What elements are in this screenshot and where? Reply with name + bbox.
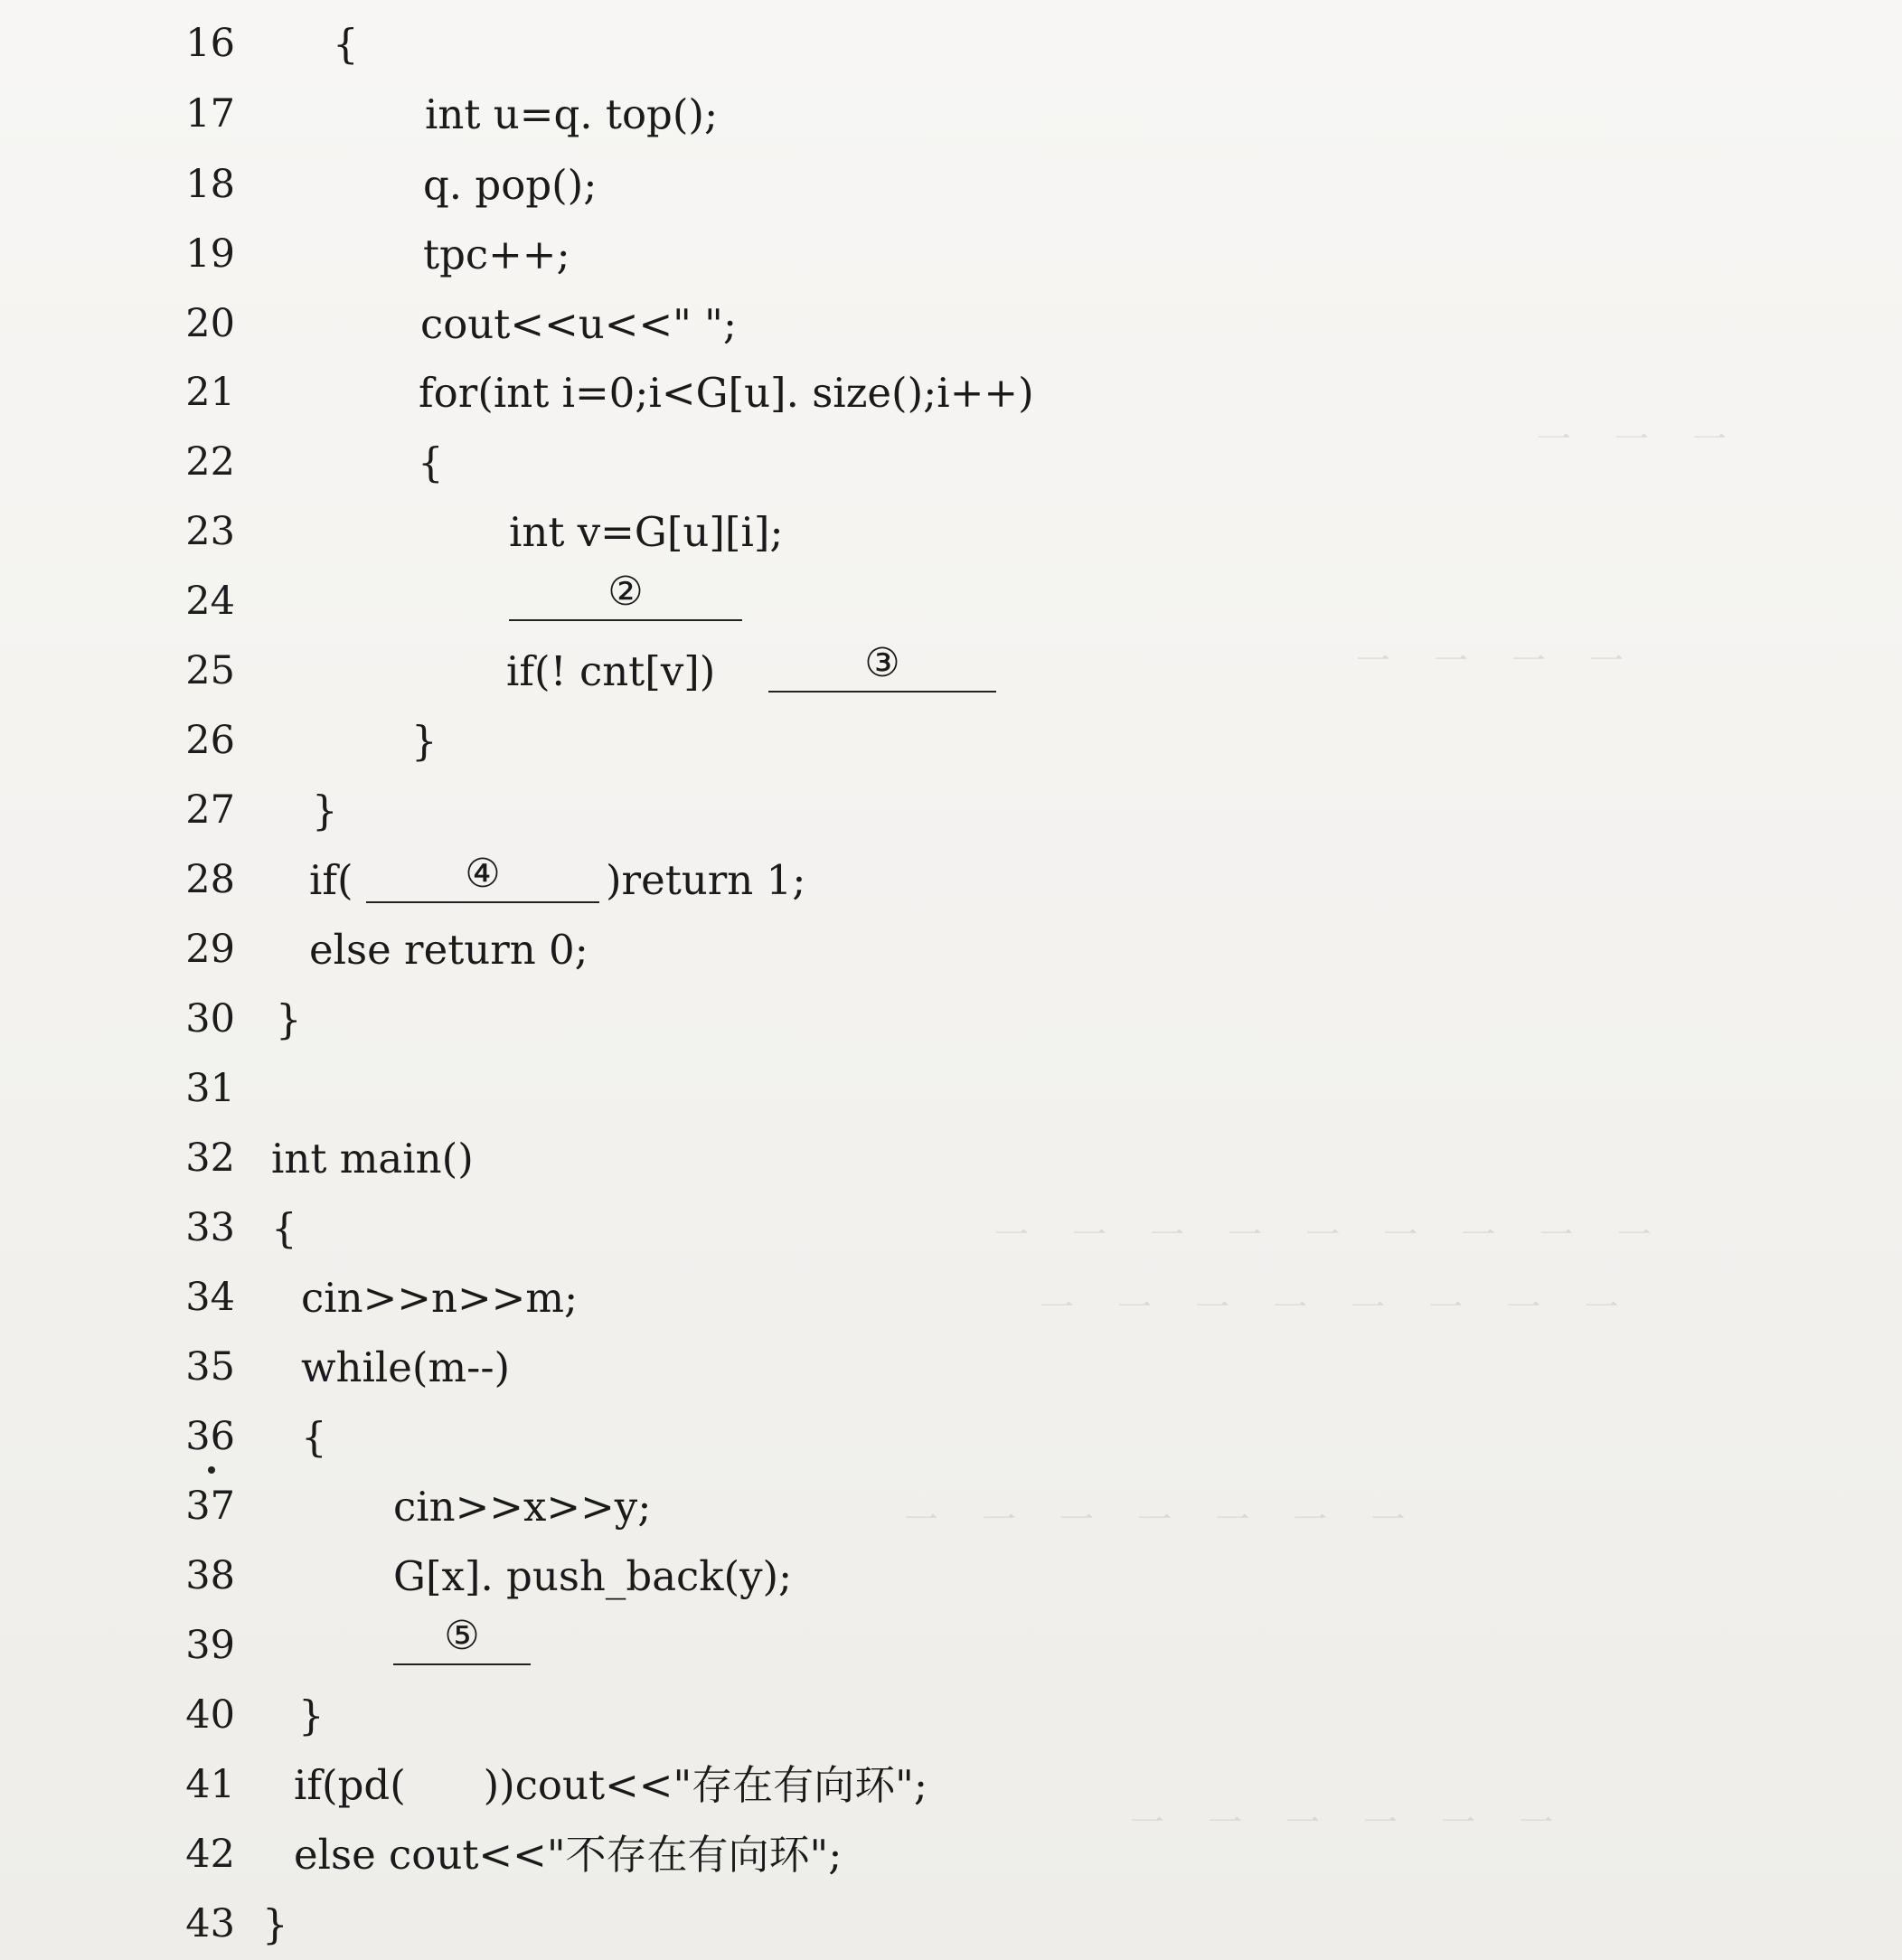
code-text: {	[271, 1204, 297, 1252]
line-number: 17	[185, 91, 235, 137]
code-line	[0, 1124, 1902, 1193]
code-line	[0, 1681, 1902, 1750]
code-text: }	[411, 717, 438, 765]
code-text: for(int i=0;i<G[u]. size();i++)	[419, 369, 1034, 417]
code-text: cout<<u<<" ";	[420, 300, 738, 348]
bleed-through-text: 一 一 一 一 一 一 一	[904, 1500, 1422, 1540]
line-number: 41	[185, 1762, 235, 1807]
code-text: if(pd( ))cout<<"存在有向环";	[294, 1761, 928, 1809]
code-line	[0, 1541, 1902, 1611]
code-line	[0, 80, 1902, 149]
code-text: if(	[309, 856, 353, 904]
line-number: 43	[185, 1901, 235, 1946]
code-line	[0, 1472, 1902, 1541]
code-text: int u=q. top();	[425, 90, 719, 138]
code-line	[0, 1820, 1902, 1889]
line-number: 20	[185, 301, 235, 346]
line-number: 35	[185, 1344, 235, 1390]
line-number: 42	[185, 1832, 235, 1877]
code-line	[0, 985, 1902, 1054]
code-text: else return 0;	[309, 926, 588, 974]
line-number: 28	[185, 857, 235, 902]
fill-blank-5[interactable]: ⑤	[393, 1609, 531, 1665]
code-text: q. pop();	[423, 161, 598, 209]
code-text: while(m--)	[301, 1343, 511, 1391]
line-number: 34	[185, 1275, 235, 1320]
bleed-through-text: 一 一 一 一 一 一 一 一 一	[994, 1215, 1668, 1255]
code-line	[0, 9, 1902, 79]
line-number: 18	[185, 162, 235, 207]
code-line	[0, 1054, 1902, 1124]
bleed-through-text: 一 一 一	[1537, 419, 1744, 459]
code-text: }	[262, 1900, 288, 1948]
code-line	[0, 1611, 1902, 1681]
line-number: 22	[185, 439, 235, 485]
line-number: 32	[185, 1135, 235, 1181]
line-number: 29	[185, 927, 235, 972]
line-number: 38	[185, 1553, 235, 1598]
code-line	[0, 497, 1902, 567]
bleed-through-text: 一 一 一 一 一 一	[1130, 1803, 1570, 1842]
line-number: 27	[185, 787, 235, 833]
code-text: }	[298, 1691, 325, 1739]
code-line	[0, 1193, 1902, 1263]
code-line	[0, 358, 1902, 428]
code-line	[0, 1263, 1902, 1333]
code-line	[0, 289, 1902, 359]
bleed-through-text: 一 一 一 一	[1356, 641, 1641, 681]
line-number: 36	[185, 1414, 235, 1459]
line-number: 21	[185, 370, 235, 415]
code-text: tpc++;	[423, 231, 570, 278]
line-number: 25	[185, 648, 235, 693]
fill-blank-3[interactable]: ③	[768, 636, 996, 693]
code-text: int v=G[u][i];	[509, 508, 784, 556]
code-text: }	[312, 787, 338, 834]
code-text: cin>>x>>y;	[393, 1483, 652, 1531]
line-number: 26	[185, 718, 235, 763]
line-number: 24	[185, 579, 235, 624]
line-number: 37	[185, 1484, 235, 1529]
code-line	[0, 915, 1902, 985]
code-line	[0, 1333, 1902, 1402]
code-line	[0, 220, 1902, 289]
line-number: 39	[185, 1623, 235, 1668]
code-line	[0, 706, 1902, 776]
line-number: 23	[185, 509, 235, 554]
line-number: 33	[185, 1205, 235, 1250]
code-text: )return 1;	[606, 856, 806, 904]
code-line	[0, 1750, 1902, 1820]
bleed-through-text: 一 一 一 一 一 一 一 一	[1040, 1287, 1635, 1327]
code-text: int main()	[271, 1135, 474, 1183]
code-line	[0, 636, 1902, 706]
code-text: if(! cnt[v])	[506, 647, 716, 695]
code-text: {	[333, 20, 359, 68]
fill-blank-4[interactable]: ④	[366, 847, 599, 903]
line-number: 19	[185, 231, 235, 277]
code-text: {	[418, 438, 444, 486]
line-number: 31	[185, 1066, 235, 1111]
code-line	[0, 428, 1902, 497]
code-text: cin>>n>>m;	[301, 1274, 579, 1322]
code-text: }	[276, 995, 302, 1043]
code-text: {	[301, 1413, 327, 1461]
line-number: 40	[185, 1692, 235, 1738]
code-text: else cout<<"不存在有向环";	[294, 1831, 843, 1879]
code-line	[0, 1402, 1902, 1472]
code-line	[0, 567, 1902, 636]
line-number: 16	[185, 21, 235, 66]
code-line	[0, 1889, 1902, 1959]
code-text: G[x]. push_back(y);	[393, 1552, 793, 1600]
code-line	[0, 150, 1902, 220]
code-line	[0, 845, 1902, 915]
code-line	[0, 776, 1902, 845]
line-number: 30	[185, 996, 235, 1041]
fill-blank-2[interactable]: ②	[509, 565, 742, 621]
